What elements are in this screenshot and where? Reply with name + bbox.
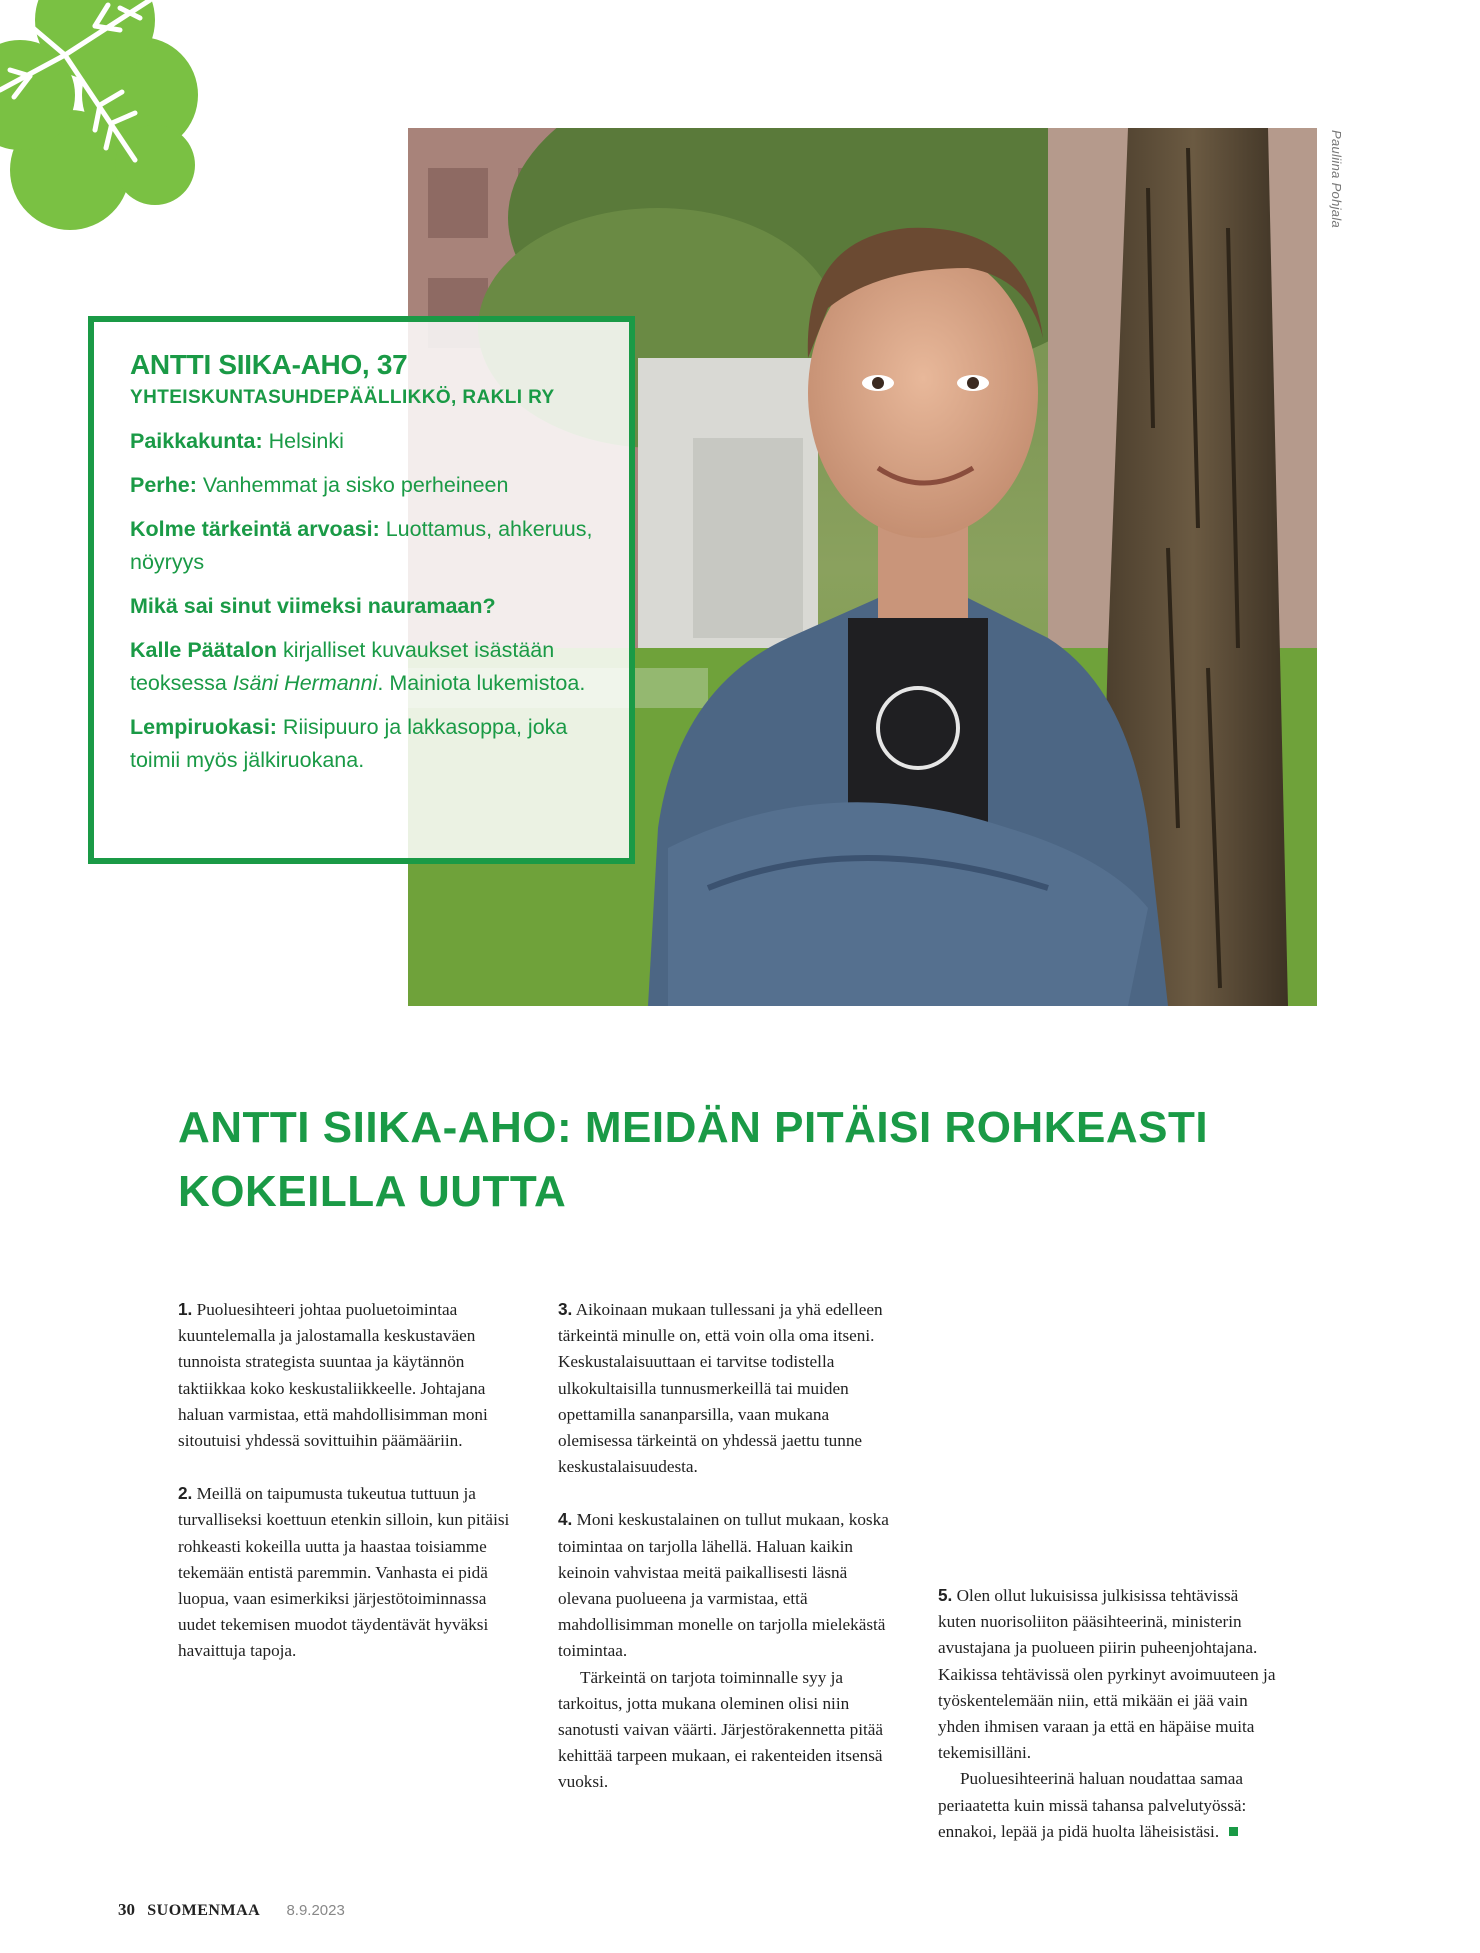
fact-box-role: YHTEISKUNTASUHDEPÄÄLLIKKÖ, RAKLI RY (130, 387, 555, 408)
fact-laugh-answer (130, 634, 603, 700)
answer-2 (178, 1480, 520, 1664)
fact-family-label: Perhe: (130, 473, 197, 497)
article-column-1 (178, 1296, 520, 1665)
fact-laugh-answer-italic: Isäni Hermanni (232, 671, 378, 695)
answer-1-text: Puoluesihteeri johtaa puoluetoimintaa kuuntelemalla ja jalostamalla keskustaväen tunnoista strategista suuntaa ja käytännön taktiikkaa koko keskustaliikkeelle. Johtajana haluan varmistaa, että mahdollisimman moni sitoutuisi yhdessä sovittuihin päämääriin. (178, 1300, 488, 1451)
fact-values-value: Luottamus, ahkeruus, nöyryys (130, 517, 593, 574)
answer-4 (558, 1506, 900, 1664)
fact-box-name: ANTTI SIIKA-AHO, 37 (130, 349, 408, 380)
answer-5-text: Olen ollut lukuisissa julkisissa tehtävissä kuten nuorisoliiton pääsihteerinä, ministerin avustajana ja puolueen piirin puheenjohtajana. Kaikissa tehtävissä olen pyrkinyt avoimuuteen ja työskentelemään niin, että mikään ei jää vain yhden ihmisen varaan ja että en häpäise muita tekemisilläni. (938, 1586, 1276, 1763)
page-number: 30 (118, 1900, 135, 1919)
fact-laugh-question (130, 590, 603, 623)
answer-2-text: Meillä on taipumusta tukeutua tuttuun ja turvalliseksi koettuun etenkin silloin, kun pitäisi rohkeasti kokeilla uutta ja haastaa toisiamme tekemään entistä paremmin. Vanhasta ei pidä luopua, vaan esimerkiksi järjestötoiminnassa uudet tekemisen muodot täydentävät hyväksi havaittuja tapoja. (178, 1484, 510, 1661)
answer-4-continued: Tärkeintä on tarjota toiminnalle syy ja tarkoitus, jotta mukana oleminen olisi niin sanotusti vaivan väärti. Järjestörakennetta pitää kehittää tarpeen mukaan, ei rakenteiden itsensä vuoksi. (558, 1667, 884, 1792)
clover-logo-decoration (0, 0, 205, 235)
fact-laugh-answer-bold: Kalle Päätalon (130, 638, 277, 662)
fact-location-label: Paikkakunta: (130, 429, 263, 453)
article-column-2 (558, 1296, 900, 1796)
answer-3-number: 3. (558, 1299, 573, 1319)
fact-values (130, 513, 603, 579)
fact-location-value: Helsinki (262, 429, 344, 453)
answer-4-number: 4. (558, 1509, 573, 1530)
answer-5-number: 5. (938, 1585, 953, 1605)
answer-5 (938, 1582, 1280, 1766)
fact-laugh-question-text: Mikä sai sinut viimeksi nauramaan? (130, 594, 496, 618)
fact-location (130, 425, 603, 458)
fact-box (88, 316, 635, 864)
answer-3-text: Aikoinaan mukaan tullessani ja yhä edelleen tärkeintä minulle on, että voin olla oma itseni. Keskustalaisuuttaan ei tarvitse todistella ulkokultaisilla tunnusmerkeillä tai muiden opettamilla sananparsilla, vaan mukana olemisessa tärkeintä on yhdessä jaettu tunne keskustalaisuudesta. (558, 1300, 883, 1477)
fact-food-label: Lempiruokasi: (130, 715, 277, 739)
fact-family-value: Vanhemmat ja sisko perheineen (196, 473, 509, 497)
answer-1-number: 1. (178, 1299, 193, 1319)
fact-laugh-answer-part1: kirjalliset kuvaukset isästään teoksessa (130, 638, 555, 695)
answer-3 (558, 1296, 900, 1480)
issue-date: 8.9.2023 (286, 1902, 345, 1919)
photo-credit: Pauliina Pohjala (1329, 130, 1344, 229)
fact-food-value: Riisipuuro ja lakkasoppa, joka toimii myös jälkiruokana. (130, 715, 568, 772)
article-headline: ANTTI SIIKA-AHO: MEIDÄN PITÄISI ROHKEASTI KOKEILLA UUTTA (178, 1103, 1209, 1216)
answer-2-number: 2. (178, 1483, 193, 1504)
answer-5-continued-text: Puoluesihteerinä haluan noudattaa samaa periaatetta kuin missä tahansa palvelutyössä: ennakoi, lepää ja pidä huolta läheisistäsi. (938, 1769, 1247, 1841)
fact-food (130, 711, 603, 777)
answer-5-continued (938, 1766, 1280, 1845)
page-footer (118, 1900, 345, 1920)
publication-name: SUOMENMAA (147, 1902, 261, 1919)
fact-values-label: Kolme tärkeintä arvoasi: (130, 517, 380, 541)
answer-4-text: Moni keskustalainen on tullut mukaan, koska toimintaa on tarjolla lähellä. Haluan kaikin keinoin vahvistaa meitä paikallisesti läsnä olevana puolueena ja varmistaa, että mahdollisimman monelle on tarjolla mielekästä toimintaa. (558, 1510, 889, 1661)
end-mark-icon (1229, 1827, 1238, 1836)
answer-1 (178, 1296, 520, 1454)
fact-laugh-answer-part2: . Mainiota lukemistoa. (377, 671, 586, 695)
article-column-3 (938, 1582, 1280, 1845)
fact-family (130, 469, 603, 502)
